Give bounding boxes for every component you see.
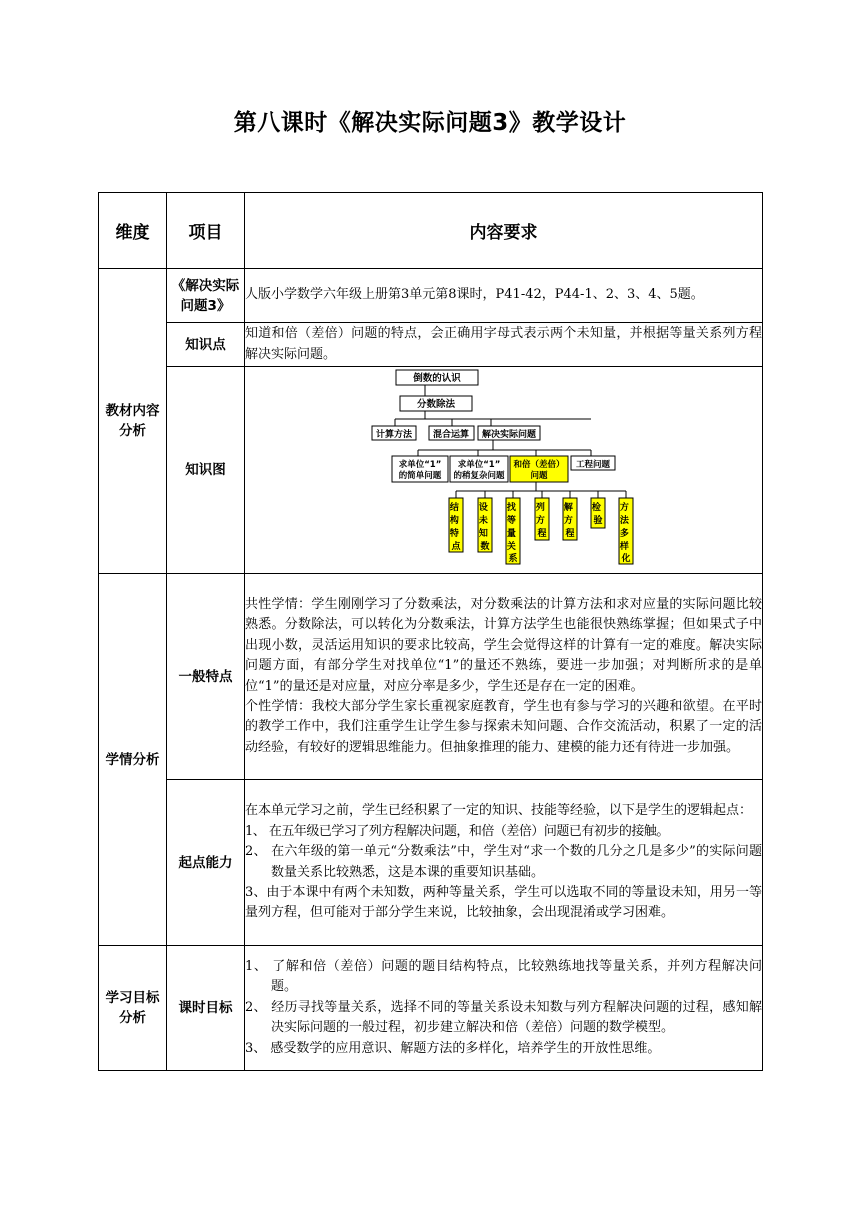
node-reciprocal-label: 倒数的认识	[413, 373, 461, 384]
node-calc-method-label: 计算方法	[375, 430, 413, 440]
content-general-features: 共性学情：学生刚刚学习了分数乘法，对分数乘法的计算方法和求对应量的实际问题比较熟悉。分数除法，可以转化为分数乘法，计算方法学生也能很快熟练掌握；但如果式子中出现小数，灵活运用知识的要求比较高，学生会觉得这样的计算有一定的难度。解决实际问题方面，有部分学生对找单位“1”的量还不熟练，要进一步加强；对判断所求的是单位“1”的量还是对应量，对应分率是多少，学生还是存在一定的困难。 个性学情：我校大部分学生家长重视家庭教育，学生也有参与学习的兴趣和欲望。在平时的教学工作中，我们注重学生让学生参与探索未知问题、合作交流活动，积累了一定的活动经验，有较好的逻辑思维能力。但抽象推理的能力、建模的能力还有待进一步加强。	[245, 574, 763, 780]
header-content: 内容要求	[245, 193, 763, 269]
node-check-label: 检 验	[591, 503, 603, 526]
header-dimension: 维度	[99, 193, 167, 269]
node-solve-equation-label: 解 方 程	[563, 503, 575, 539]
node-fraction-division-label: 分数除法	[416, 399, 456, 410]
header-row	[99, 193, 763, 269]
dimension-material-analysis: 教材内容分析	[99, 269, 167, 574]
item-lesson-title: 《解决实际问题3》	[167, 269, 245, 323]
node-set-unknown-label: 设 未 知 数	[478, 503, 490, 552]
table-row	[99, 323, 763, 367]
node-solve-problem-label: 解决实际问题	[481, 430, 537, 440]
node-sum-multiple-l1: 和倍（差倍）	[513, 460, 565, 470]
node-engineering-label: 工程问题	[575, 460, 611, 470]
item-knowledge-map: 知识图	[167, 367, 245, 574]
node-simple-unit-l1: 求单位“1”	[398, 460, 442, 470]
table-row	[99, 367, 763, 574]
design-table	[98, 192, 763, 1071]
node-equation-label: 列 方 程	[535, 503, 547, 539]
node-sum-multiple-l2: 问题	[530, 471, 548, 481]
page-title: 第八课时《解决实际问题3》教学设计	[233, 110, 627, 136]
content-lesson-source: 人版小学数学六年级上册第3单元第8课时，P41-42，P44-1、2、3、4、5题。	[245, 269, 763, 323]
content-starting-ability: 在本单元学习之前，学生已经积累了一定的知识、技能等经验，以下是学生的逻辑起点： 1、 在五年级已学习了列方程解决问题，和倍（差倍）问题已有初步的接触。 2、 在六年级的第一单元“分数乘法”中，学生对“求一个数的几分之几是多少”的实际问题数量关系比较熟悉，这是本课的重要知识基础。 3、由于本课中有两个未知数，两种等量关系，学生可以选取不同的等量设未知，用另一等量列方程，但可能对于部分学生来说，比较抽象，会出现混淆或学习困难。	[245, 780, 763, 946]
dimension-student-analysis: 学情分析	[99, 574, 167, 946]
node-mixed-op-label: 混合运算	[432, 430, 470, 440]
node-diverse-methods-label: 方 法 多 样 化	[619, 503, 631, 564]
header-item: 项目	[167, 193, 245, 269]
node-structure-label: 结 构 特 点	[449, 503, 461, 552]
content-knowledge-point: 知道和倍（差倍）问题的特点，会正确用字母式表示两个未知量，并根据等量关系列方程解决实际问题。	[245, 323, 763, 367]
table-row	[99, 780, 763, 946]
table-row	[99, 946, 763, 1071]
table-row	[99, 269, 763, 323]
table-row	[99, 574, 763, 780]
item-lesson-objectives: 课时目标	[167, 946, 245, 1071]
node-complex-unit-l1: 求单位“1”	[457, 460, 501, 470]
item-knowledge-point: 知识点	[167, 323, 245, 367]
node-complex-unit-l2: 的稍复杂问题	[453, 471, 505, 481]
node-find-relation-label: 找 等 量 关 系	[506, 503, 518, 564]
item-general-features: 一般特点	[167, 574, 245, 780]
node-simple-unit-l2: 的简单问题	[398, 471, 442, 481]
content-lesson-objectives: 1、 了解和倍（差倍）问题的题目结构特点，比较熟练地找等量关系，并列方程解决问题。 2、 经历寻找等量关系，选择不同的等量关系设未知数与列方程解决问题的过程，感知解决实际问题的一般过程，初步建立解决和倍（差倍）问题的数学模型。 3、 感受数学的应用意识、解题方法的多样化，培养学生的开放性思维。	[245, 946, 763, 1071]
dimension-objective-analysis: 学习目标分析	[99, 946, 167, 1071]
item-starting-ability: 起点能力	[167, 780, 245, 946]
content-knowledge-map	[245, 367, 763, 574]
knowledge-diagram	[245, 367, 763, 569]
